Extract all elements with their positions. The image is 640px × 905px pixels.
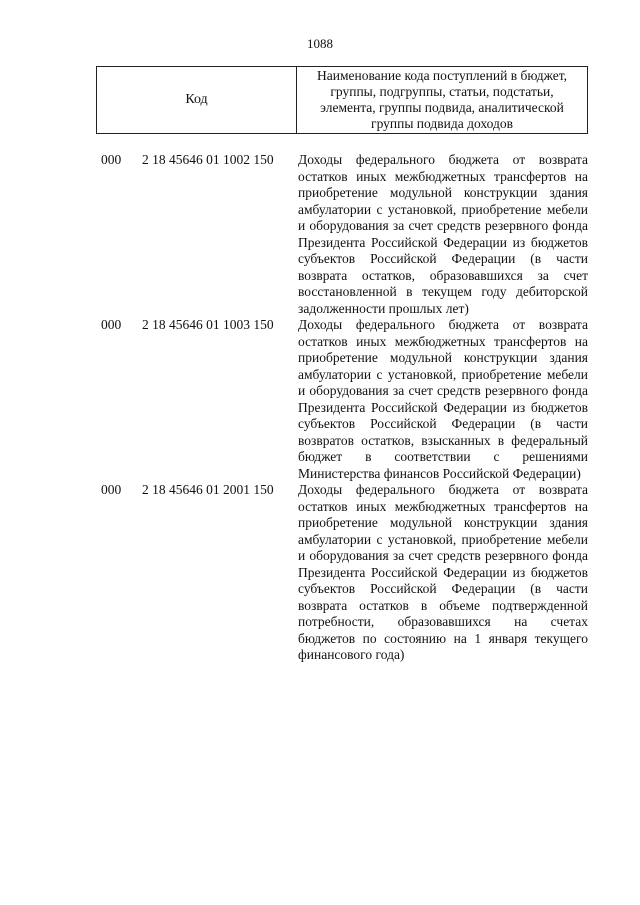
header-name-label: Наименование кода поступлений в бюджет, группы, подгруппы, статьи, подстатьи, элемента, группы подвида, аналитической группы подвида доходов xyxy=(316,68,567,131)
page-number: 1088 xyxy=(307,36,333,51)
table-row xyxy=(0,152,640,317)
admin-code: 000 xyxy=(101,152,122,167)
revenue-description: Доходы федерального бюджета от возврата остатков иных межбюджетных трансфертов на приобретение модульной конструкции здания амбулатории с установкой, приобретение мебели и оборудования за счет средств резервного фонда Президента Российской Федерации из бюджетов субъектов Российской Федерации (в части возврата остатков в объеме подтвержденной потребности, образовавшихся на счетах бюджетов по состоянию на 1 января текущего финансового года) xyxy=(298,482,588,662)
admin-code: 000 xyxy=(101,317,122,332)
header-code-cell xyxy=(97,67,297,133)
table-header xyxy=(96,66,588,134)
table-row xyxy=(0,482,640,664)
revenue-code-list xyxy=(0,152,640,664)
table-row xyxy=(0,317,640,482)
header-code-label: Код xyxy=(185,92,208,107)
admin-code: 000 xyxy=(101,482,122,497)
revenue-code: 2 18 45646 01 2001 150 xyxy=(142,482,274,497)
revenue-code: 2 18 45646 01 1003 150 xyxy=(142,317,274,332)
header-name-cell xyxy=(297,67,587,133)
revenue-description: Доходы федерального бюджета от возврата остатков иных межбюджетных трансфертов на приобретение модульной конструкции здания амбулатории с установкой, приобретение мебели и оборудования за счет средств резервного фонда Президента Российской Федерации из бюджетов субъектов Российской Федерации (в части возвратов остатков, взысканных в федеральный бюджет в соответствии с решениями Министерства финансов Российской Федерации) xyxy=(298,317,588,481)
revenue-description: Доходы федерального бюджета от возврата остатков иных межбюджетных трансфертов на приобретение модульной конструкции здания амбулатории с установкой, приобретение мебели и оборудования за счет средств резервного фонда Президента Российской Федерации из бюджетов субъектов Российской Федерации (в части возврата остатков, образовавшихся за счет восстановленной в текущем году дебиторской задолженности прошлых лет) xyxy=(298,152,588,316)
revenue-code: 2 18 45646 01 1002 150 xyxy=(142,152,274,167)
